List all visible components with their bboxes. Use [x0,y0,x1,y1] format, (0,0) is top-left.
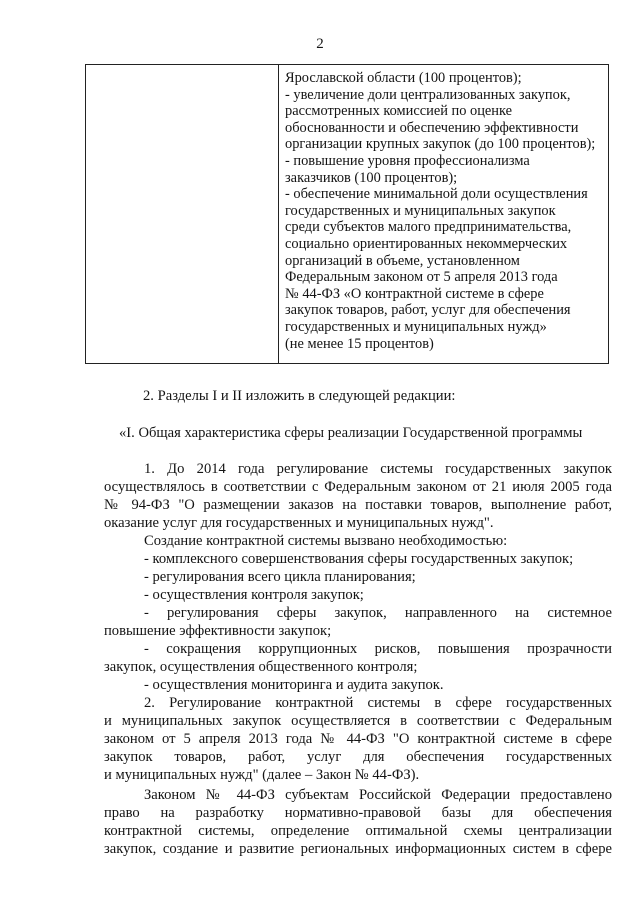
table-cell-line: обоснованности и обеспечению эффективности [285,119,579,136]
amendment-intro [143,387,640,405]
table-cell-line: государственных и муниципальных закупок [285,202,556,219]
table-cell-line: Федеральным законом от 5 апреля 2013 года [285,269,558,286]
paragraph-line: закупок, создание и развитие региональных информационных систем в сфере [104,841,612,857]
paragraph-line: законом от 5 апреля 2013 года № 44-ФЗ "О контрактной системе в сфере [104,731,612,747]
section-heading [119,424,627,442]
list-item: - осуществления контроля закупок; [144,587,364,603]
table-cell-line: среди субъектов малого предпринимательства, [285,219,572,236]
paragraph-line: Создание контрактной системы вызвано необходимостью: [144,533,508,549]
list-item: - сокращения коррупционных рисков, повышения прозрачности [144,641,612,657]
paragraph-line: 2. Регулирование контрактной системы в сфере государственных [144,695,612,711]
table-cell-line: - увеличение доли централизованных закупок, [285,86,571,103]
table-right-cell [285,70,605,352]
paragraph-line: контрактной системы, определение оптимальной схемы централизации [104,823,612,839]
page-number: 2 [316,36,324,52]
table-cell-line: № 44-ФЗ «О контрактной системе в сфере [285,285,544,302]
list-item: - комплексного совершенствования сферы государственных закупок; [144,551,574,567]
table-cell-line: закупок товаров, работ, услуг для обеспечения [285,302,571,319]
table-cell-line: рассмотренных комиссией по оценке [285,103,513,120]
table-cell-line: социально ориентированных некоммерческих [285,235,568,252]
table-cell-line: организации крупных закупок (до 100 процентов); [285,136,596,153]
amendment-intro-text: 2. Разделы I и II изложить в следующей редакции: [143,388,456,404]
paragraph-1 [104,460,612,532]
paragraph-3 [104,694,612,784]
list-item-continuation: повышение эффективности закупок; [104,623,332,639]
paragraph-line: оказание услуг для государственных и муниципальных нужд". [104,515,494,531]
list-item-continuation: закупок, осуществления общественного контроля; [104,659,418,675]
paragraph-line: № 94-ФЗ "О размещении заказов на поставки товаров, выполнение работ, [104,497,612,513]
paragraph-line: осуществлялось в соответствии с Федеральным законом от 21 июля 2005 года [104,479,612,495]
section-heading-text: «I. Общая характеристика сферы реализации Государственной программы [119,425,583,441]
table-cell-line: организаций в объеме, установленном [285,252,520,269]
paragraph-line: Законом № 44-ФЗ субъектам Российской Федерации предоставлено [144,787,612,803]
paragraph-line: 1. До 2014 года регулирование системы государственных закупок [144,461,612,477]
paragraph-4 [104,786,612,858]
table-cell-line: (не менее 15 процентов) [285,335,434,352]
list-item: - регулирования всего цикла планирования; [144,569,416,585]
table-cell-line: заказчиков (100 процентов); [285,169,458,186]
table-cell-line: - повышение уровня профессионализма [285,152,530,169]
table-column-divider [278,64,279,364]
table-cell-line: - обеспечение минимальной доли осуществления [285,186,588,203]
list-item: - регулирования сферы закупок, направленного на системное [144,605,612,621]
paragraph-line: и муниципальных закупок осуществляется в соответствии с Федеральным [104,713,612,729]
paragraph-line: и муниципальных нужд" (далее – Закон № 44-ФЗ). [104,767,420,783]
paragraph-line: право на разработку нормативно-правовой базы для обеспечения [104,805,612,821]
table-cell-line: государственных и муниципальных нужд» [285,318,547,335]
table-cell-line: Ярославской области (100 процентов); [285,70,522,86]
paragraph-line: закупок товаров, работ, услуг для обеспечения государственных [104,749,612,765]
goals-table [85,64,609,364]
paragraph-2 [104,532,612,694]
list-item: - осуществления мониторинга и аудита закупок. [144,677,444,693]
